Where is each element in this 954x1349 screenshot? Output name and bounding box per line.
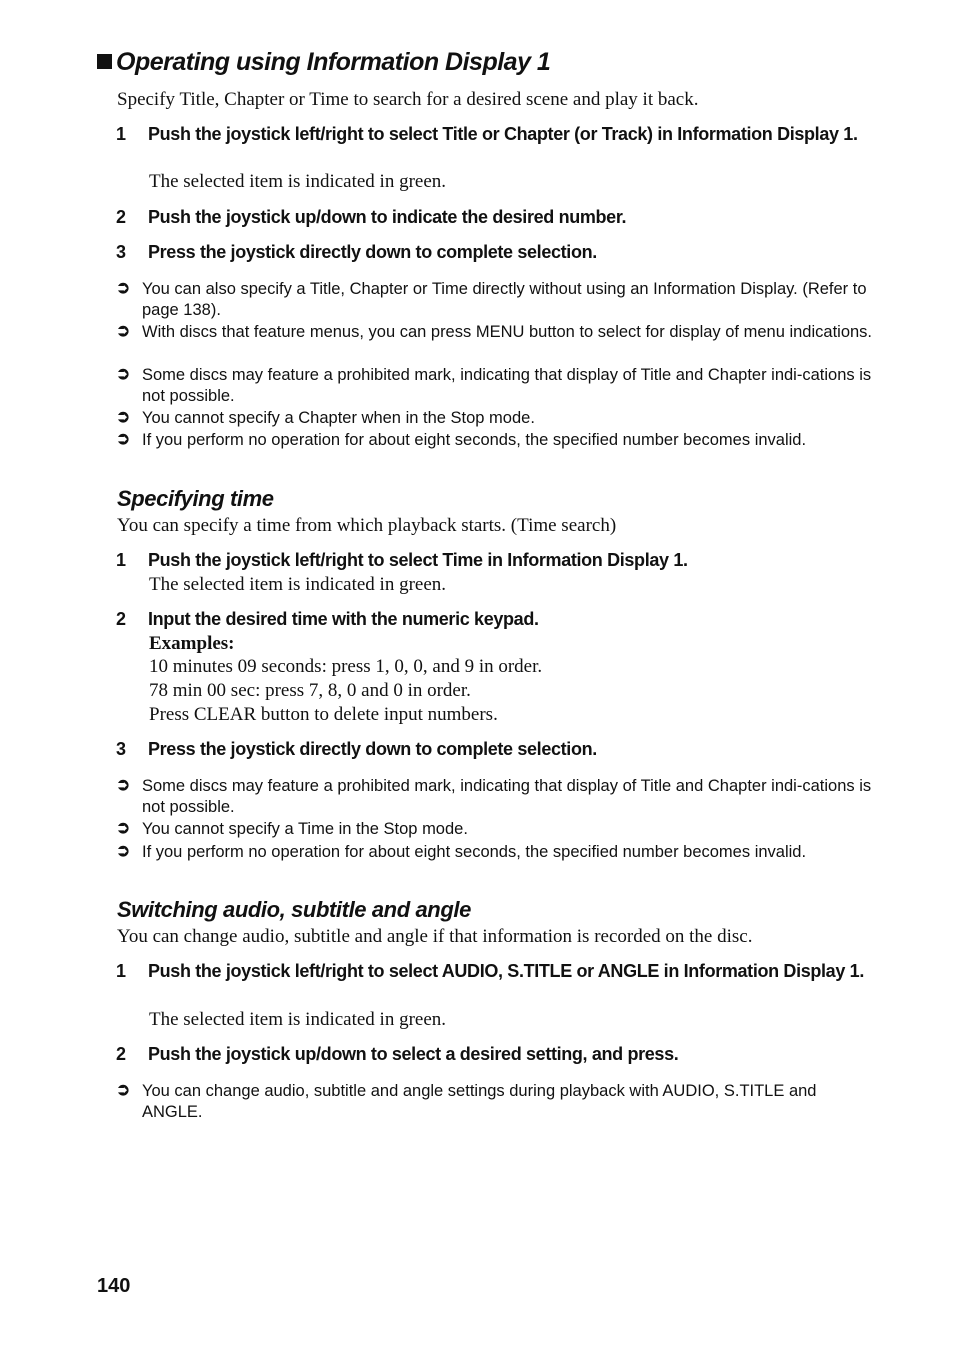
step-detail: The selected item is indicated in green. [149, 171, 447, 192]
note-item: ➲ You cannot specify a Chapter when in the Stop mode. [116, 407, 535, 427]
step-item: 3 Press the joystick directly down to complete selection. [116, 739, 597, 759]
section-title-specifying-time: Specifying time [117, 486, 274, 511]
section-title-switching: Switching audio, subtitle and angle [117, 897, 471, 922]
note-item: ➲ You can change audio, subtitle and angle settings during playback with AUDIO, S.TITLE and ANGLE. [116, 1080, 817, 1121]
step-detail: The selected item is indicated in green. [149, 1009, 447, 1030]
note-arrow-icon: ➲ [116, 1080, 131, 1099]
step-item: 1 Push the joystick left/right to select Time in Information Display 1. [116, 550, 688, 570]
note-arrow-icon: ➲ [116, 364, 131, 383]
section-intro: Specify Title, Chapter or Time to search for a desired scene and play it back. [117, 89, 699, 110]
example-line: 10 minutes 09 seconds: press 1, 0, 0, and 9 in order. [149, 656, 543, 677]
note-item: ➲ If you perform no operation for about eight seconds, the specified number becomes invalid. [116, 841, 807, 861]
note-item: ➲ Some discs may feature a prohibited mark, indicating that display of Title and Chapter indi-cations is not possible. [116, 364, 872, 405]
examples-label: Examples: [149, 633, 235, 654]
example-line: 78 min 00 sec: press 7, 8, 0 and 0 in order. [149, 680, 471, 701]
step-item: 1 Push the joystick left/right to select AUDIO, S.TITLE or ANGLE in Information Display 1. [116, 961, 864, 981]
note-arrow-icon: ➲ [116, 278, 131, 297]
step-item: 3 Press the joystick directly down to complete selection. [116, 242, 597, 262]
note-arrow-icon: ➲ [116, 407, 131, 426]
note-arrow-icon: ➲ [116, 841, 131, 860]
section-title-operating: Operating using Information Display 1 [97, 48, 550, 77]
step-item: 1 Push the joystick left/right to select Title or Chapter (or Track) in Information Display 1. [116, 124, 858, 144]
step-item: 2 Input the desired time with the numeric keypad. [116, 609, 539, 629]
note-arrow-icon: ➲ [116, 321, 131, 340]
step-detail: The selected item is indicated in green. [149, 574, 447, 595]
page-number: 140 [97, 1275, 131, 1297]
note-item: ➲ If you perform no operation for about eight seconds, the specified number becomes invalid. [116, 429, 807, 449]
note-item: ➲ With discs that feature menus, you can press MENU button to select for display of menu indications. [116, 321, 873, 341]
section-intro: You can specify a time from which playback starts. (Time search) [117, 515, 617, 536]
step-item: 2 Push the joystick up/down to indicate the desired number. [116, 207, 627, 227]
note-arrow-icon: ➲ [116, 429, 131, 448]
step-item: 2 Push the joystick up/down to select a desired setting, and press. [116, 1044, 679, 1064]
note-item: ➲ You cannot specify a Time in the Stop mode. [116, 818, 468, 838]
example-line: Press CLEAR button to delete input numbers. [149, 704, 498, 725]
section-intro: You can change audio, subtitle and angle if that information is recorded on the disc. [117, 926, 753, 947]
square-bullet-icon [97, 54, 112, 69]
note-item: ➲ You can also specify a Title, Chapter or Time directly without using an Information Display. (Refer to page 138). [116, 278, 867, 319]
note-item: ➲ Some discs may feature a prohibited mark, indicating that display of Title and Chapter indi-cations is not possible. [116, 775, 872, 816]
note-arrow-icon: ➲ [116, 775, 131, 794]
note-arrow-icon: ➲ [116, 818, 131, 837]
